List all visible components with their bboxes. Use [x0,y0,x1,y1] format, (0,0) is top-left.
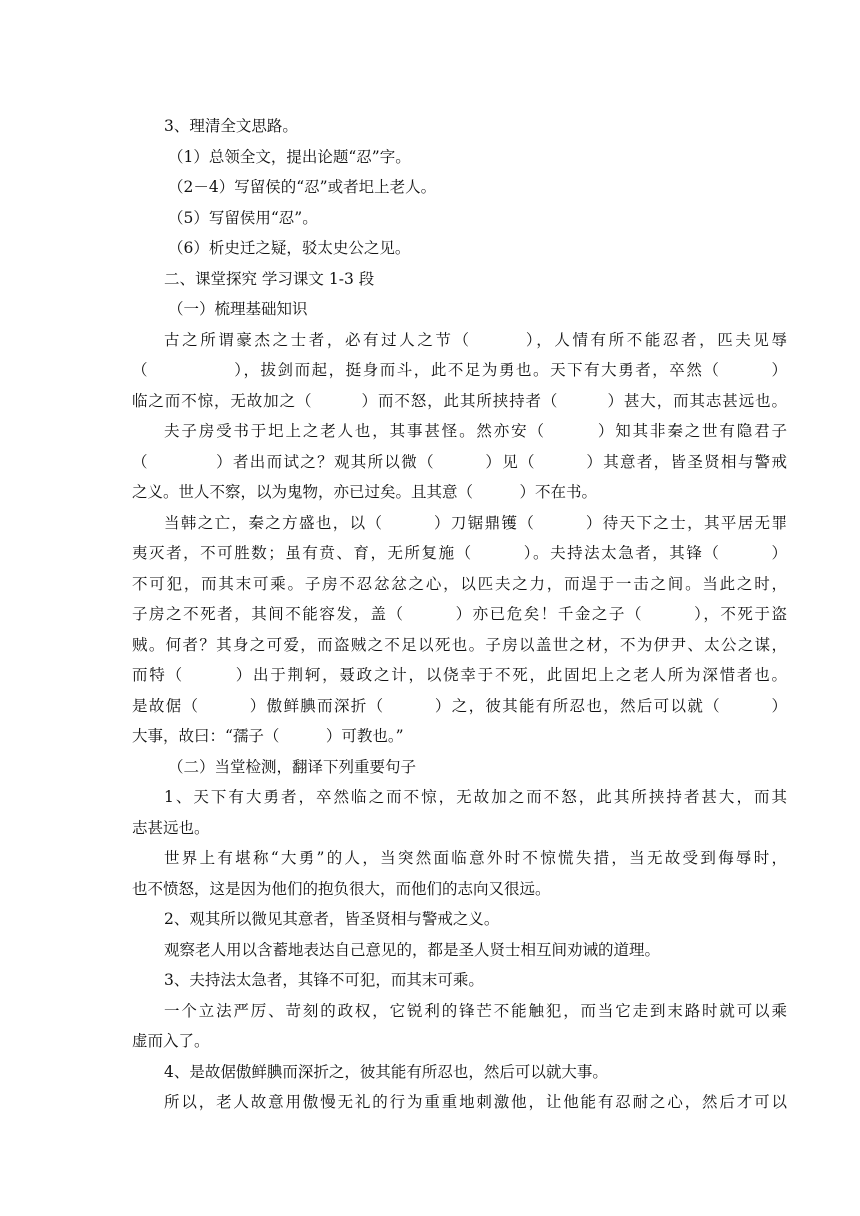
text-line: （5）写留侯用“忍”。 [168,208,318,227]
text-line: （ ）者出而试之？观其所以微（ ）见（ ）其意者，皆圣贤相与警戒 [132,452,787,471]
text-line: 而特（ ）出于荆轲，聂政之计，以侥幸于不死，此固圯上之老人所为深惜者也。 [132,666,787,684]
text-line: 二、课堂探究 学习课文 1-3 段 [164,269,375,288]
text-line: 古之所谓豪杰之士者，必有过人之节（ ），人情有所不能忍者，匹夫见辱 [164,330,787,349]
text-line: 4、是故倨傲鲜腆而深折之，彼其能有所忍也，然后可以就大事。 [164,1062,608,1081]
text-line: 所以，老人故意用傲慢无礼的行为重重地刺激他，让他能有忍耐之心，然后才可以 [164,1093,787,1111]
text-line: 是故倨（ ）傲鲜腆而深折（ ）之，彼其能有所忍也，然后可以就（ ） [132,696,787,715]
text-line: 当韩之亡，秦之方盛也，以（ ）刀锯鼎镬（ ）待天下之士，其平居无罪 [164,513,787,532]
text-line: 观察老人用以含蓄地表达自己意见的，都是圣人贤士相互间劝诫的道理。 [164,940,661,959]
text-line: 贼。何者？其身之可爱，而盗贼之不足以死也。子房以盖世之材，不为伊尹、太公之谋， [132,635,787,654]
text-line: （ ），拔剑而起，挺身而斗，此不足为勇也。天下有大勇者，卒然（ ） [132,361,787,379]
text-line: 不可犯，而其末可乘。子房不忍忿忿之心，以匹夫之力，而逞于一击之间。当此之时， [132,574,787,593]
text-line: 志甚远也。 [132,818,210,837]
text-line: （2－4）写留侯的“忍”或者圯上老人。 [168,178,437,196]
text-line: 3、夫持法太急者，其锋不可犯，而其末可乘。 [164,971,484,989]
text-line: 2、观其所以微见其意者，皆圣贤相与警戒之义。 [164,910,500,928]
text-line: 虚而入了。 [132,1032,210,1050]
text-line: （6）析史迁之疑，驳太史公之见。 [168,239,411,257]
text-line: 一个立法严厉、苛刻的政权，它锐利的锋芒不能触犯，而当它走到末路时就可以乘 [164,1001,787,1020]
text-line: 世界上有堪称“大勇”的人，当突然面临意外时不惊慌失措，当无故受到侮辱时， [164,849,787,867]
text-line: 夷灭者，不可胜数；虽有贲、育，无所复施（ ）。夫持法太急者，其锋（ ） [132,544,787,562]
text-line: 之义。世人不察，以为鬼物，亦已过矣。且其意（ ）不在书。 [132,483,598,501]
text-line: 子房之不死者，其间不能容发，盖（ ）亦已危矣！千金之子（ ），不死于盗 [132,605,787,623]
text-line: 3、理清全文思路。 [164,117,298,135]
text-line: 临之而不惊，无故加之（ ）而不怒，此其所挟持者（ ）甚大，而其志甚远也。 [132,391,787,410]
text-line: 1、天下有大勇者，卒然临之而不惊，无故加之而不怒，此其所挟持者甚大，而其 [164,788,787,806]
text-line: （1）总领全文，提出论题“忍”字。 [168,147,411,166]
text-line: （二）当堂检测，翻译下列重要句子 [168,757,417,776]
text-line: 也不愤怒，这是因为他们的抱负很大，而他们的志向又很远。 [132,879,551,898]
document-body [132,111,787,1118]
text-line: 大事，故曰：“孺子（ ）可教也。” [132,727,404,745]
text-line: （一）梳理基础知识 [168,300,308,318]
text-line: 夫子房受书于圯上之老人也，其事甚怪。然亦安（ ）知其非秦之世有隐君子 [164,422,787,440]
